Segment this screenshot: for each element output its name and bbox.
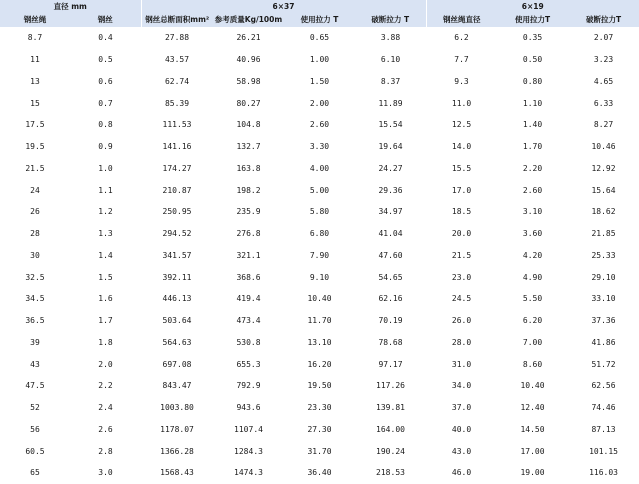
cell-working-load-6x19: 0.50: [497, 49, 568, 71]
cell-ref-mass: 1284.3: [213, 440, 284, 462]
cell-breaking-load-6x19: 12.92: [568, 158, 639, 180]
cell-breaking-load-6x37: 47.60: [355, 245, 426, 267]
col-header-breaking-load-6x37: 破断拉力 T: [355, 12, 426, 27]
cell-total-area: 294.52: [141, 223, 213, 245]
table-row: [0, 27, 639, 49]
cell-breaking-load-6x19: 4.65: [568, 71, 639, 93]
table-row: [0, 92, 639, 114]
table-row: [0, 266, 639, 288]
cell-wire-diameter: 3.0: [70, 462, 141, 484]
cell-rope-diameter: 65: [0, 462, 70, 484]
cell-ref-mass: 132.7: [213, 136, 284, 158]
cell-rope-diameter-6x19: 17.0: [426, 179, 497, 201]
cell-ref-mass: 321.1: [213, 245, 284, 267]
table-body: [0, 27, 639, 484]
cell-breaking-load-6x37: 78.68: [355, 332, 426, 354]
cell-breaking-load-6x37: 190.24: [355, 440, 426, 462]
cell-breaking-load-6x19: 41.86: [568, 332, 639, 354]
cell-working-load-6x37: 10.40: [284, 288, 355, 310]
table-row: [0, 462, 639, 484]
cell-breaking-load-6x37: 97.17: [355, 353, 426, 375]
cell-wire-diameter: 2.4: [70, 397, 141, 419]
diameter-group-header: 直径 mm: [0, 0, 141, 12]
group-6x37-header: 6×37: [141, 0, 426, 12]
cell-rope-diameter: 11: [0, 49, 70, 71]
cell-ref-mass: 792.9: [213, 375, 284, 397]
cell-working-load-6x19: 6.20: [497, 310, 568, 332]
cell-working-load-6x19: 0.80: [497, 71, 568, 93]
cell-wire-diameter: 2.2: [70, 375, 141, 397]
cell-breaking-load-6x37: 139.81: [355, 397, 426, 419]
col-header-rope-diameter-6x19: 钢丝绳直径: [443, 15, 481, 24]
cell-total-area: 1366.28: [141, 440, 213, 462]
col-header-working-load-6x37: 使用拉力 T: [300, 15, 339, 24]
cell-rope-diameter-6x19: 20.0: [426, 223, 497, 245]
table-row: [0, 201, 639, 223]
col-header-rope: 钢丝绳: [23, 15, 47, 24]
cell-rope-diameter: 21.5: [0, 158, 70, 180]
table-row: [0, 223, 639, 245]
cell-working-load-6x37: 36.40: [284, 462, 355, 484]
cell-breaking-load-6x37: 41.04: [355, 223, 426, 245]
cell-breaking-load-6x37: 117.26: [355, 375, 426, 397]
cell-working-load-6x19: 4.90: [497, 266, 568, 288]
cell-breaking-load-6x19: 15.64: [568, 179, 639, 201]
cell-wire-diameter: 0.4: [70, 27, 141, 49]
cell-rope-diameter-6x19: 7.7: [426, 49, 497, 71]
cell-ref-mass: 655.3: [213, 353, 284, 375]
table-row: [0, 49, 639, 71]
cell-ref-mass: 530.8: [213, 332, 284, 354]
cell-breaking-load-6x19: 51.72: [568, 353, 639, 375]
cell-ref-mass: 198.2: [213, 179, 284, 201]
cell-breaking-load-6x37: 29.36: [355, 179, 426, 201]
cell-total-area: 111.53: [141, 114, 213, 136]
cell-rope-diameter: 13: [0, 71, 70, 93]
cell-ref-mass: 1107.4: [213, 419, 284, 441]
cell-rope-diameter-6x19: 28.0: [426, 332, 497, 354]
cell-wire-diameter: 1.0: [70, 158, 141, 180]
table-row: [0, 288, 639, 310]
cell-breaking-load-6x37: 6.10: [355, 49, 426, 71]
cell-breaking-load-6x19: 116.03: [568, 462, 639, 484]
cell-wire-diameter: 1.2: [70, 201, 141, 223]
col-header-total-area: 钢丝总断面积mm²: [145, 15, 210, 24]
cell-rope-diameter: 17.5: [0, 114, 70, 136]
cell-working-load-6x19: 2.60: [497, 179, 568, 201]
cell-total-area: 697.08: [141, 353, 213, 375]
cell-rope-diameter-6x19: 43.0: [426, 440, 497, 462]
cell-ref-mass: 943.6: [213, 397, 284, 419]
cell-breaking-load-6x37: 70.19: [355, 310, 426, 332]
cell-wire-diameter: 1.5: [70, 266, 141, 288]
cell-total-area: 1003.80: [141, 397, 213, 419]
cell-ref-mass: 368.6: [213, 266, 284, 288]
cell-working-load-6x37: 13.10: [284, 332, 355, 354]
cell-wire-diameter: 0.8: [70, 114, 141, 136]
cell-breaking-load-6x19: 8.27: [568, 114, 639, 136]
cell-working-load-6x37: 4.00: [284, 158, 355, 180]
cell-total-area: 43.57: [141, 49, 213, 71]
cell-breaking-load-6x19: 33.10: [568, 288, 639, 310]
table-row: [0, 179, 639, 201]
cell-rope-diameter: 8.7: [0, 27, 70, 49]
cell-ref-mass: 104.8: [213, 114, 284, 136]
table-row: [0, 397, 639, 419]
cell-rope-diameter: 24: [0, 179, 70, 201]
cell-total-area: 503.64: [141, 310, 213, 332]
cell-working-load-6x19: 17.00: [497, 440, 568, 462]
cell-total-area: 27.88: [141, 27, 213, 49]
cell-breaking-load-6x19: 10.46: [568, 136, 639, 158]
cell-breaking-load-6x19: 21.85: [568, 223, 639, 245]
cell-wire-diameter: 1.6: [70, 288, 141, 310]
cell-breaking-load-6x37: 62.16: [355, 288, 426, 310]
cell-working-load-6x37: 31.70: [284, 440, 355, 462]
cell-breaking-load-6x19: 3.23: [568, 49, 639, 71]
cell-working-load-6x19: 2.20: [497, 158, 568, 180]
cell-rope-diameter: 36.5: [0, 310, 70, 332]
cell-breaking-load-6x19: 37.36: [568, 310, 639, 332]
cell-rope-diameter-6x19: 6.2: [426, 27, 497, 49]
cell-breaking-load-6x37: 54.65: [355, 266, 426, 288]
cell-working-load-6x19: 8.60: [497, 353, 568, 375]
cell-working-load-6x37: 5.80: [284, 201, 355, 223]
cell-breaking-load-6x19: 2.07: [568, 27, 639, 49]
table-header: [0, 0, 639, 27]
cell-rope-diameter: 19.5: [0, 136, 70, 158]
cell-breaking-load-6x37: 19.64: [355, 136, 426, 158]
cell-total-area: 250.95: [141, 201, 213, 223]
cell-working-load-6x19: 5.50: [497, 288, 568, 310]
cell-working-load-6x19: 1.10: [497, 92, 568, 114]
cell-working-load-6x19: 1.40: [497, 114, 568, 136]
cell-wire-diameter: 2.8: [70, 440, 141, 462]
cell-rope-diameter-6x19: 31.0: [426, 353, 497, 375]
table-row: [0, 136, 639, 158]
cell-rope-diameter: 32.5: [0, 266, 70, 288]
cell-rope-diameter: 28: [0, 223, 70, 245]
cell-breaking-load-6x37: 8.37: [355, 71, 426, 93]
cell-wire-diameter: 1.3: [70, 223, 141, 245]
cell-rope-diameter-6x19: 24.5: [426, 288, 497, 310]
cell-rope-diameter: 43: [0, 353, 70, 375]
cell-ref-mass: 473.4: [213, 310, 284, 332]
cell-total-area: 341.57: [141, 245, 213, 267]
cell-rope-diameter-6x19: 15.5: [426, 158, 497, 180]
cell-rope-diameter-6x19: 11.0: [426, 92, 497, 114]
cell-working-load-6x37: 16.20: [284, 353, 355, 375]
cell-breaking-load-6x37: 164.00: [355, 419, 426, 441]
cell-working-load-6x19: 10.40: [497, 375, 568, 397]
cell-wire-diameter: 1.4: [70, 245, 141, 267]
cell-rope-diameter: 34.5: [0, 288, 70, 310]
cell-total-area: 392.11: [141, 266, 213, 288]
cell-working-load-6x19: 3.10: [497, 201, 568, 223]
cell-ref-mass: 419.4: [213, 288, 284, 310]
cell-rope-diameter-6x19: 14.0: [426, 136, 497, 158]
cell-working-load-6x37: 23.30: [284, 397, 355, 419]
cell-breaking-load-6x19: 18.62: [568, 201, 639, 223]
cell-wire-diameter: 0.6: [70, 71, 141, 93]
cell-rope-diameter-6x19: 40.0: [426, 419, 497, 441]
table-row: [0, 245, 639, 267]
cell-total-area: 210.87: [141, 179, 213, 201]
cell-wire-diameter: 1.7: [70, 310, 141, 332]
cell-total-area: 1178.07: [141, 419, 213, 441]
cell-wire-diameter: 1.8: [70, 332, 141, 354]
cell-wire-diameter: 0.9: [70, 136, 141, 158]
cell-working-load-6x19: 1.70: [497, 136, 568, 158]
cell-rope-diameter: 56: [0, 419, 70, 441]
cell-working-load-6x37: 1.00: [284, 49, 355, 71]
cell-breaking-load-6x19: 6.33: [568, 92, 639, 114]
cell-breaking-load-6x37: 15.54: [355, 114, 426, 136]
cell-total-area: 843.47: [141, 375, 213, 397]
cell-working-load-6x37: 27.30: [284, 419, 355, 441]
cell-working-load-6x37: 3.30: [284, 136, 355, 158]
cell-ref-mass: 1474.3: [213, 462, 284, 484]
cell-ref-mass: 58.98: [213, 71, 284, 93]
cell-breaking-load-6x37: 34.97: [355, 201, 426, 223]
cell-breaking-load-6x19: 101.15: [568, 440, 639, 462]
cell-working-load-6x19: 7.00: [497, 332, 568, 354]
table-row: [0, 158, 639, 180]
cell-wire-diameter: 2.0: [70, 353, 141, 375]
cell-rope-diameter-6x19: 46.0: [426, 462, 497, 484]
cell-working-load-6x19: 14.50: [497, 419, 568, 441]
cell-rope-diameter: 52: [0, 397, 70, 419]
cell-working-load-6x37: 9.10: [284, 266, 355, 288]
cell-breaking-load-6x19: 87.13: [568, 419, 639, 441]
cell-total-area: 446.13: [141, 288, 213, 310]
cell-rope-diameter: 60.5: [0, 440, 70, 462]
cell-breaking-load-6x19: 74.46: [568, 397, 639, 419]
table-row: [0, 310, 639, 332]
cell-ref-mass: 26.21: [213, 27, 284, 49]
cell-working-load-6x37: 19.50: [284, 375, 355, 397]
cell-working-load-6x19: 4.20: [497, 245, 568, 267]
cell-total-area: 85.39: [141, 92, 213, 114]
cell-total-area: 174.27: [141, 158, 213, 180]
cell-rope-diameter: 47.5: [0, 375, 70, 397]
cell-rope-diameter-6x19: 18.5: [426, 201, 497, 223]
cell-rope-diameter-6x19: 37.0: [426, 397, 497, 419]
header-group-row: [0, 0, 639, 12]
cell-rope-diameter: 26: [0, 201, 70, 223]
table-row: [0, 375, 639, 397]
cell-rope-diameter-6x19: 34.0: [426, 375, 497, 397]
cell-total-area: 62.74: [141, 71, 213, 93]
cell-working-load-6x19: 12.40: [497, 397, 568, 419]
cell-breaking-load-6x37: 218.53: [355, 462, 426, 484]
cell-ref-mass: 276.8: [213, 223, 284, 245]
cell-wire-diameter: 2.6: [70, 419, 141, 441]
cell-breaking-load-6x19: 62.56: [568, 375, 639, 397]
cell-working-load-6x37: 0.65: [284, 27, 355, 49]
cell-total-area: 564.63: [141, 332, 213, 354]
group-6x19-header: 6×19: [521, 1, 544, 11]
cell-wire-diameter: 0.7: [70, 92, 141, 114]
cell-working-load-6x19: 3.60: [497, 223, 568, 245]
cell-wire-diameter: 1.1: [70, 179, 141, 201]
cell-working-load-6x37: 6.80: [284, 223, 355, 245]
cell-breaking-load-6x37: 11.89: [355, 92, 426, 114]
cell-ref-mass: 80.27: [213, 92, 284, 114]
cell-rope-diameter-6x19: 23.0: [426, 266, 497, 288]
table-row: [0, 71, 639, 93]
cell-working-load-6x37: 7.90: [284, 245, 355, 267]
cell-rope-diameter-6x19: 12.5: [426, 114, 497, 136]
table-row: [0, 332, 639, 354]
cell-ref-mass: 163.8: [213, 158, 284, 180]
table-row: [0, 353, 639, 375]
cell-rope-diameter: 30: [0, 245, 70, 267]
col-header-breaking-load-6x19: 破断拉力T: [585, 15, 622, 24]
cell-ref-mass: 235.9: [213, 201, 284, 223]
cell-breaking-load-6x37: 24.27: [355, 158, 426, 180]
cell-ref-mass: 40.96: [213, 49, 284, 71]
col-header-working-load-6x19: 使用拉力T: [514, 15, 551, 24]
cell-wire-diameter: 0.5: [70, 49, 141, 71]
cell-rope-diameter-6x19: 9.3: [426, 71, 497, 93]
cell-rope-diameter-6x19: 21.5: [426, 245, 497, 267]
cell-working-load-6x37: 5.00: [284, 179, 355, 201]
cell-rope-diameter: 39: [0, 332, 70, 354]
cell-breaking-load-6x37: 3.88: [355, 27, 426, 49]
cell-breaking-load-6x19: 25.33: [568, 245, 639, 267]
cell-rope-diameter: 15: [0, 92, 70, 114]
col-header-wire: 钢丝: [70, 12, 141, 27]
cell-rope-diameter-6x19: 26.0: [426, 310, 497, 332]
table-row: [0, 440, 639, 462]
table-row: [0, 114, 639, 136]
table-row: [0, 419, 639, 441]
cell-working-load-6x19: 19.00: [497, 462, 568, 484]
cell-total-area: 1568.43: [141, 462, 213, 484]
cell-total-area: 141.16: [141, 136, 213, 158]
cell-working-load-6x37: 1.50: [284, 71, 355, 93]
header-columns-row: [0, 12, 639, 27]
cell-working-load-6x37: 2.60: [284, 114, 355, 136]
cell-breaking-load-6x19: 29.10: [568, 266, 639, 288]
cell-working-load-6x19: 0.35: [497, 27, 568, 49]
cell-working-load-6x37: 11.70: [284, 310, 355, 332]
cell-working-load-6x37: 2.00: [284, 92, 355, 114]
col-header-ref-mass: 参考质量Kg/100m: [214, 15, 283, 24]
